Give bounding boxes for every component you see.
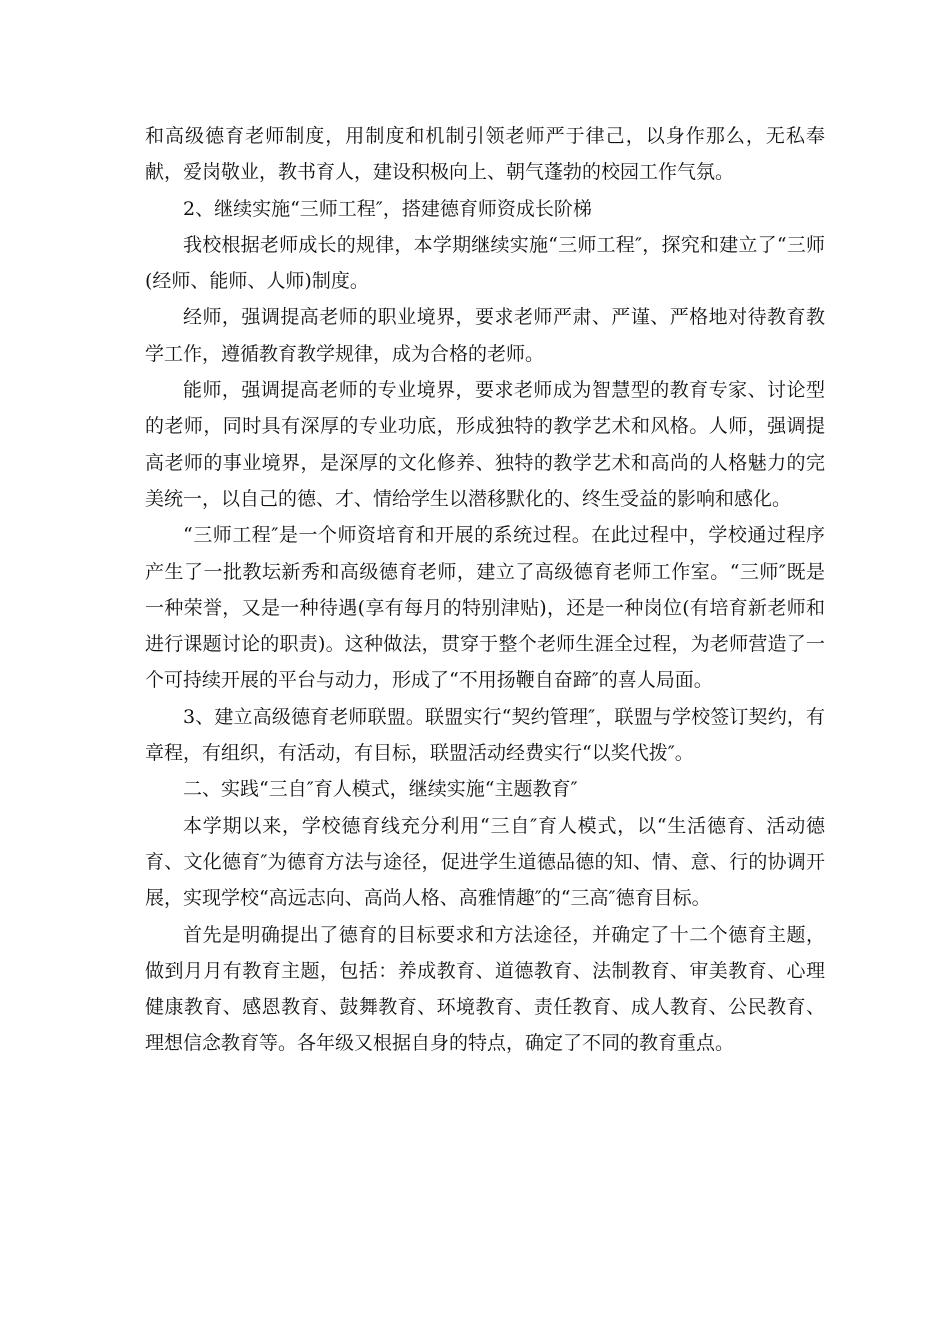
document-page (145, 118, 825, 1062)
paragraph: 本学期以来，学校德育线充分利用“三自″育人模式，以“生活德育、活动德育、文化德育″为德育方法与途径，促进学生道德品德的知、情、意、行的协调开展，实现学校“高远志向、高尚人格、高雅情趣″的“三高″德育目标。 (145, 814, 825, 910)
paragraph: 首先是明确提出了德育的目标要求和方法途径，并确定了十二个德育主题，做到月月有教育主题，包括：养成教育、道德教育、法制教育、审美教育、心理健康教育、感恩教育、鼓舞教育、环境教育、责任教育、成人教育、公民教育、理想信念教育等。各年级又根据自身的特点，确定了不同的教育重点。 (145, 923, 825, 1055)
section-heading-sanzi-model: 二、实践“三自″育人模式，继续实施“主题教育″ (183, 778, 578, 801)
section-heading-teacher-alliance: 3、建立高级德育老师联盟。联盟实行“契约管理″，联盟与学校签订契约，有章程，有组织，有活动，有目标，联盟活动经费实行“以奖代拨″。 (145, 705, 825, 765)
paragraph: 能师，强调提高老师的专业境界，要求老师成为智慧型的教育专家、讨论型的老师，同时具有深厚的专业功底，形成独特的教学艺术和风格。人师，强调提高老师的事业境界，是深厚的文化修养、独特的教学艺术和高尚的人格魅力的完美统一，以自己的德、才、情给学生以潜移默化的、终生受益的影响和感化。 (145, 379, 825, 510)
paragraph: “三师工程″是一个师资培育和开展的系统过程。在此过程中，学校通过程序产生了一批教坛新秀和高级德育老师，建立了高级德育老师工作室。“三师″既是一种荣誉，又是一种待遇(享有每月的特别津贴)，还是一种岗位(有培育新老师和进行课题讨论的职责)。这种做法，贯穿于整个老师生涯全过程，为老师营造了一个可持续开展的平台与动力，形成了“不用扬鞭自奋蹄″的喜人局面。 (145, 524, 825, 692)
paragraph: 我校根据老师成长的规律，本学期继续实施“三师工程″，探究和建立了“三师(经师、能师、人师)制度。 (145, 233, 825, 293)
paragraph: 经师，强调提高老师的职业境界，要求老师严肃、严谨、严格地对待教育教学工作，遵循教育教学规律，成为合格的老师。 (145, 306, 825, 365)
section-heading-sanshi-project: 2、继续实施“三师工程″，搭建德育师资成长阶梯 (183, 197, 592, 220)
paragraph-continued: 和高级德育老师制度，用制度和机制引领老师严于律己，以身作那么，无私奉献，爱岗敬业，教书育人，建设积极向上、朝气蓬勃的校园工作气氛。 (145, 125, 825, 184)
